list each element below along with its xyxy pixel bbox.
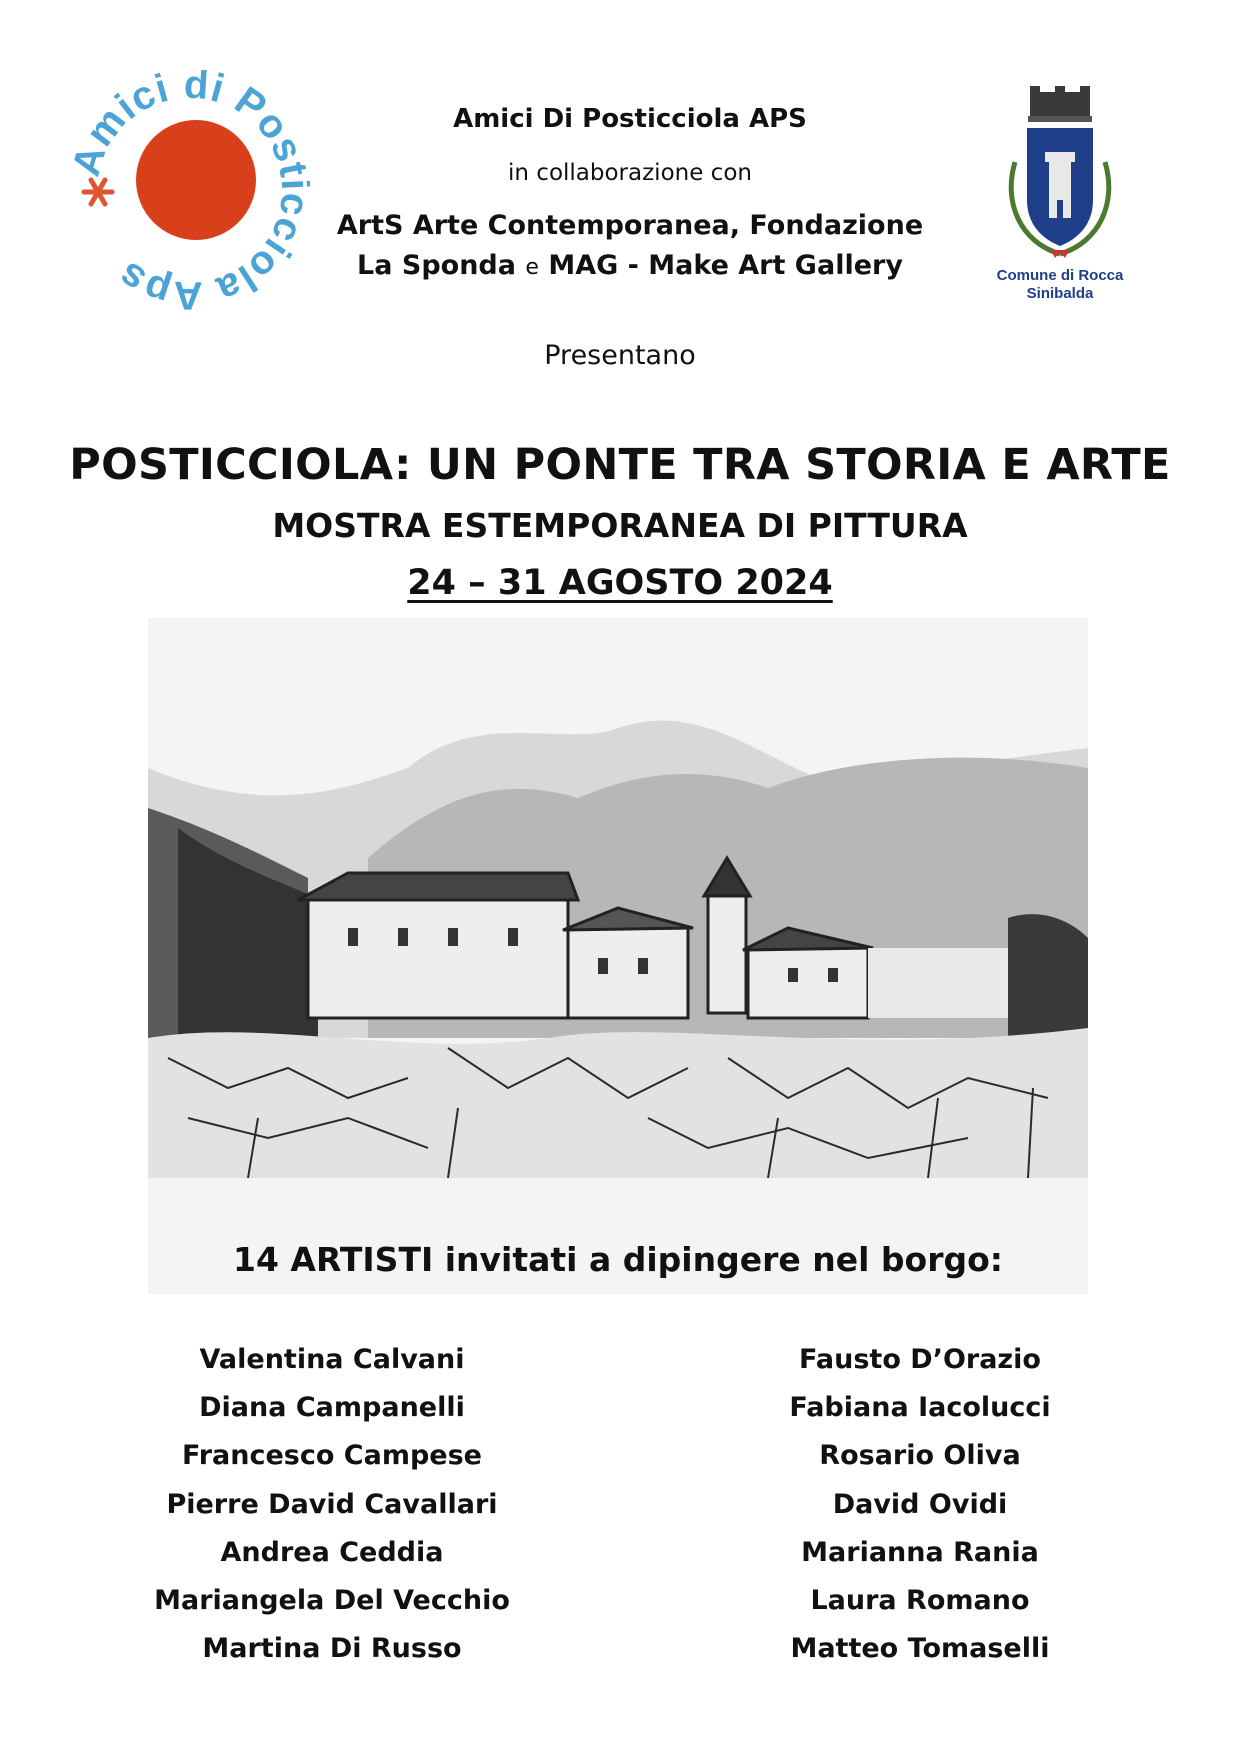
artist-name: Fabiana Iacolucci [789,1392,1051,1424]
organizer-name: Amici Di Posticciola APS [453,104,807,134]
event-dates-text: 24 – 31 AGOSTO 2024 [407,563,833,603]
artist-name: Rosario Oliva [819,1440,1021,1472]
artists-invitation-caption: 14 ARTISTI invitati a dipingere nel borgo: [233,1240,1003,1279]
svg-text:Amici di Posticciola Aps: mici di Pos ciola Aps [77,70,310,310]
artist-name: Martina Di Russo [202,1633,462,1665]
collaboration-text: in collaborazione con [508,160,752,186]
artists-right-column [690,1336,1150,1673]
crown-icon [1028,86,1092,122]
comune-label-2: Sinibalda [1026,285,1094,302]
partners-line-2 [330,246,930,288]
artist-name: Laura Romano [810,1584,1030,1616]
comune-crest-logo [985,82,1135,302]
event-dates [60,563,1180,603]
artist-name: Pierre David Cavallari [166,1488,498,1520]
presents-text: Presentano [544,340,696,371]
village-sketch-artwork [148,618,1088,1294]
artist-name: Marianna Rania [801,1536,1039,1568]
amici-di-posticciola-logo [70,70,310,310]
artist-name: Fausto D’Orazio [799,1344,1041,1375]
artist-name: Matteo Tomaselli [790,1633,1050,1665]
partners-line-1: ArtS Arte Contemporanea, Fondazione [336,210,924,241]
partner-la-sponda: La Sponda [357,250,516,281]
event-subtitle: MOSTRA ESTEMPORANEA DI PITTURA [272,506,968,545]
artist-name: David Ovidi [832,1488,1008,1520]
artists-left-column [102,1336,562,1673]
logo-sun-circle [136,120,256,240]
artist-name: Francesco Campese [181,1440,482,1472]
partner-mag: MAG - Make Art Gallery [548,250,903,281]
artist-name: Valentina Calvani [199,1344,465,1375]
event-title: POSTICCIOLA: UN PONTE TRA STORIA E ARTE [69,440,1171,490]
partner-conjunction: e [525,255,539,280]
artist-name: Andrea Ceddia [220,1536,444,1568]
comune-label-1: Comune di Rocca [996,267,1124,284]
partners-text [330,206,930,288]
artist-name: Diana Campanelli [199,1392,465,1424]
artist-name: Mariangela Del Vecchio [154,1584,510,1616]
logo-asterisk-icon [84,180,112,204]
